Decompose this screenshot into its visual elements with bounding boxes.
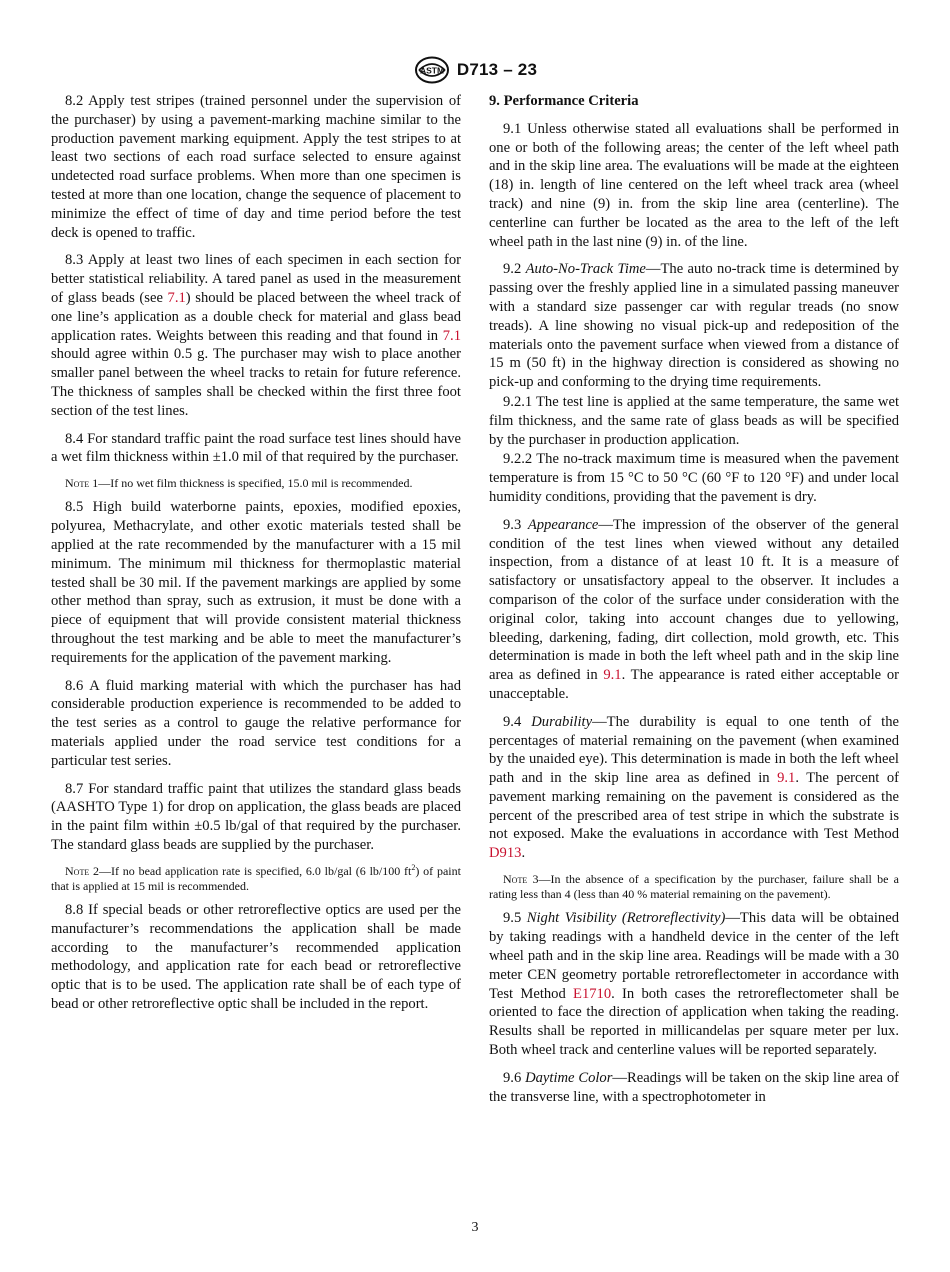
page-number: 3 — [471, 1220, 479, 1235]
paragraph-8-7: 8.7 For standard traffic paint that utilizes the standard glass beads (AASHTO Type 1) for drop on application, the glass beads are placed in the paint film within ±0.5 lb/gal of that required by the purchaser. The standard glass beads are supplied by the purchaser. — [51, 780, 461, 853]
paragraph-9-6: 9.6 Daytime Color—Readings will be taken on the skip line area of the transverse line, with a spectrophotometer in — [489, 1069, 900, 1105]
paragraph-9-3: 9.3 Appearance—The impression of the observer of the general condition of the test lines when viewed without any detailed inspection, from a distance of at least 10 ft. It is a measure of satisfactory or unsatisfactory appeal to the observer. It includes a comparison of the color of the surface under consideration with the original color, taking into account changes due to yellowing, bleeding, darkening, fading, dirt collection, mold growth, etc. This determination is made in both the left wheel path and in the skip line area as defined in 9.1. The appearance is rated either acceptable or unacceptable. — [489, 516, 900, 702]
paragraph-9-2: 9.2 Auto-No-Track Time—The auto no-track time is determined by passing over the freshly applied line in a simulated passing maneuver with a standard size passenger car with regular treads (no snow treads). A line showing no visual pick-up and redeposition of the materials onto the pavement surface when viewed from a distance of 15 m (50 ft) in the highway direction is considered as showing no pick-up and conforming to the drying time requirements. — [489, 261, 899, 391]
paragraph-8-3: 8.3 Apply at least two lines of each specimen in each section for better statistical reliability. A tared panel as used in the measurement of glass beads (see 7.1) should be placed between the wheel track of one line’s application as a double check for material and glass bead application rates. Weights between this reading and that found in 7.1 should agree within 0.5 g. The purchaser may wish to place another smaller panel between the wheel tracks to retain for future reference. The thickness of samples shall be checked within the first three foot section of the test lines. — [51, 252, 461, 419]
paragraph-9-2-2: 9.2.2 The no-track maximum time is measured when the pavement temperature is from 15 °C to 50 °C (60 °F to 120 °F) and under local humidity conditions, providing that the pavement is dry. — [489, 451, 899, 505]
page-header — [0, 56, 950, 84]
paragraph-9-1: 9.1 Unless otherwise stated all evaluations shall be performed in one or both of the following areas; the center of the left wheel path and in the skip line area. The evaluations will be made at the eighteen (18) in. length of line centered on the left wheel track area (wheel track) and nine (9) in. from the skip line area (centerline). The centerline can further be located as the area to the left of the left wheel path in the last nine (9) in. of the line. — [489, 120, 899, 250]
standard-link-d913[interactable]: D913 — [489, 845, 522, 862]
note-1: Note 1—If no wet film thickness is specified, 15.0 mil is recommended. — [65, 476, 413, 491]
paragraph-8-4: 8.4 For standard traffic paint the road surface test lines should have a wet film thickness within ±1.0 mil of that required by the purchaser. — [51, 430, 461, 466]
note-3: Note 3—In the absence of a specification by the purchaser, failure shall be a rating less than 4 (less than 40 % material remaining on the pavement). — [489, 872, 899, 902]
document-id: D713 – 23 — [456, 60, 538, 79]
right-column — [489, 92, 899, 1115]
svg-text:ASTM: ASTM — [419, 65, 444, 76]
left-column — [51, 92, 461, 1023]
paragraph-9-5: 9.5 Night Visibility (Retroreflectivity)—This data will be obtained by taking readings with a handheld device in the center of the left wheel path and in the skip line area. Readings will be made with a 30 meter CEN geometry portable retroreflectometer in accordance with Test Method E1710. In both cases the retroreflectometer shall be oriented to face the direction of application when taking the reading. Results shall be reported in millicandelas per square meter per lux. Both wheel track and centerline values will be reported separately. — [489, 910, 899, 1059]
standard-link-e1710[interactable]: E1710 — [573, 985, 612, 1002]
astm-logo — [413, 56, 451, 84]
paragraph-8-8: 8.8 If special beads or other retroreflective optics are used per the manufacturer’s recommendations the application shall be made according to the manufacturer’s recommended application methodology, and application rate for each bead or retroreflective optic that is to be used. The application rate shall be of each type of bead or other retroreflective optic shall be included in the report. — [51, 902, 461, 1013]
section-link-7-1[interactable]: 7.1 — [167, 289, 186, 306]
paragraph-9-2-1: 9.2.1 The test line is applied at the same temperature, the same wet film thickness, and the same rate of glass beads as will be specified by the purchaser in production application. — [489, 393, 899, 448]
section-link-9-1[interactable]: 9.1 — [603, 667, 622, 684]
section-heading: 9. Performance Criteria — [489, 93, 639, 109]
section-link-7-1-second[interactable]: 7.1 — [442, 327, 461, 344]
paragraph-8-5: 8.5 High build waterborne paints, epoxies, modified epoxies, polyurea, Methacrylate, and other exotic materials tested shall be applied at the rate recommended by the manufacturer with a 15 mil minimum. The minimum mil thickness for thermoplastic material tested shall be 30 mil. If the pavement markings are applied by some other method than spray, such as extrusion, it must be done with a piece of equipment that will provide consistent material thickness throughout the test marking and be able to meet the manufacturer’s requirements for the application of the pavement marking. — [51, 499, 461, 666]
note-2: Note 2—If no bead application rate is specified, 6.0 lb/gal (6 lb/100 $ft^2$) of paint that is applied at 15 mil is recommended. — [51, 862, 461, 893]
paragraph-9-4: 9.4 Durability—The durability is equal to one tenth of the percentages of material remaining on the pavement (when examined by the unaided eye). This determination is made in both the left wheel path and in the skip line area as defined in 9.1. The percent of pavement marking remaining on the pavement is considered as the percent of the prescribed area of test stripe in which the substrate is not exposed. Make the evaluations in accordance with Test Method D913. — [489, 713, 900, 862]
paragraph-8-6: 8.6 A fluid marking material with which the purchaser has had considerable production experience is recommended to be added to the test series as a control to gauge the relative performance for materials applied under the road service test conditions for a particular test series. — [51, 677, 461, 769]
section-link-9-1-second[interactable]: 9.1 — [777, 770, 796, 787]
paragraph-8-2: 8.2 Apply test stripes (trained personnel under the supervision of the purchaser) by using a pavement-marking machine similar to the production pavement marking equipment. Apply the test stripes to at least two sections of each road surface selected to ensure against undetected road surface problems. When more than one specimen is tested at more than one location, change the sequence of placement to minimize the effect of time of day and time period before the test deck is opened to traffic. — [51, 93, 461, 241]
